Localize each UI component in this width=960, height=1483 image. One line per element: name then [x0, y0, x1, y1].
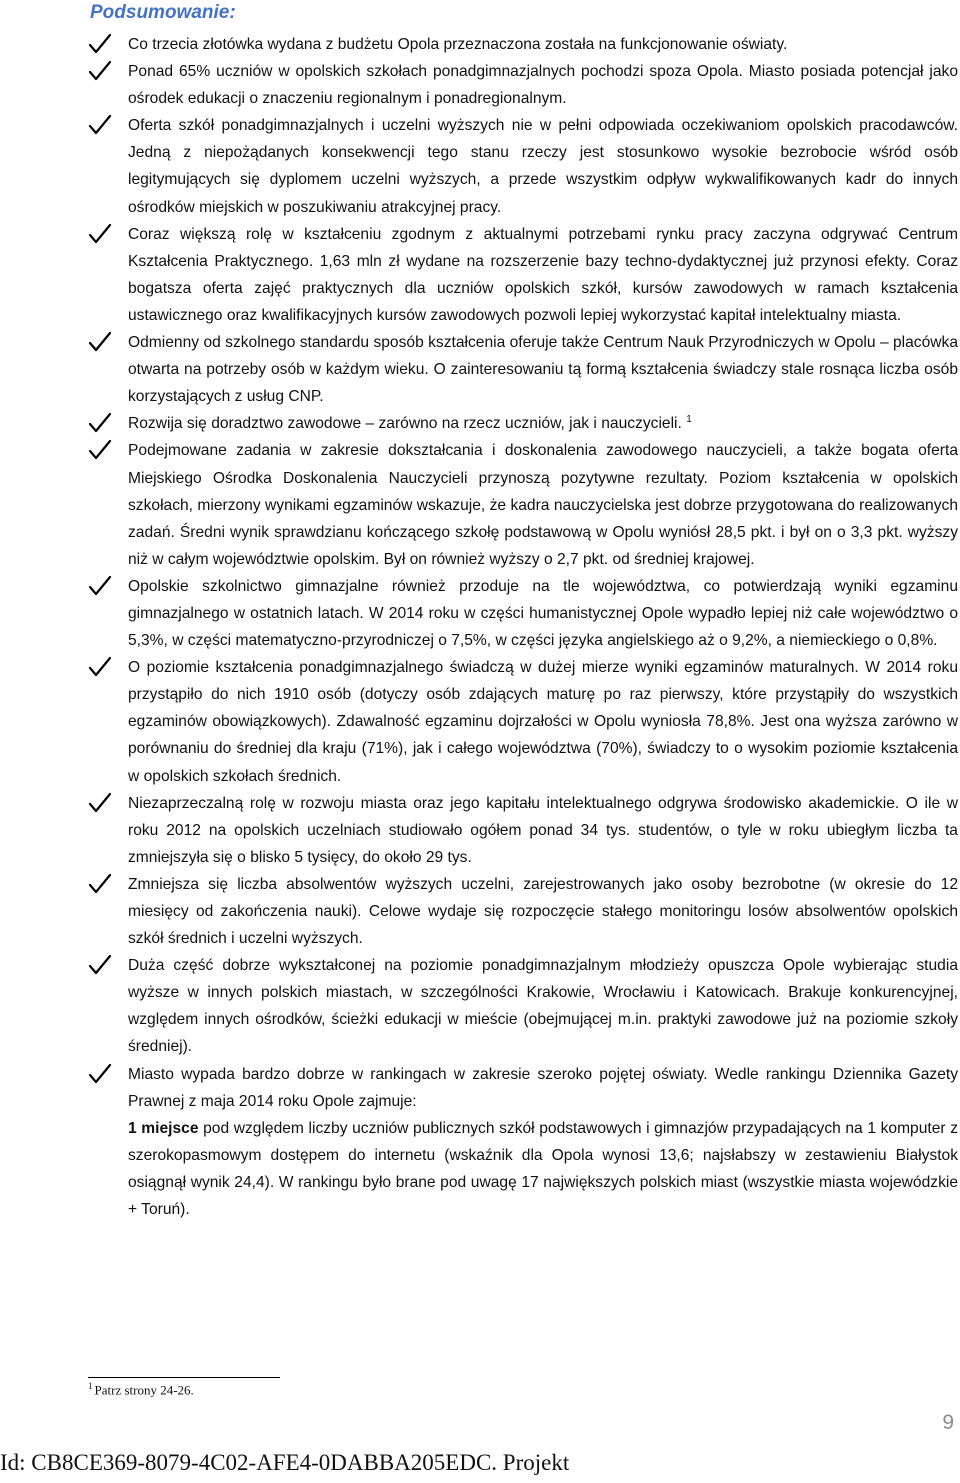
ranking-position: 1 miejsce — [128, 1119, 199, 1137]
checkmark-icon — [88, 575, 112, 597]
checkmark-icon — [88, 114, 112, 136]
summary-item — [88, 952, 958, 1060]
summary-item-text: Odmienny od szkolnego standardu sposób kształcenia oferuje także Centrum Nauk Przyrodniczych w Opolu – placówka otwarta na potrzeby osób w każdym wieku. O zainteresowaniu tą formą kształcenia świadczy stale rosnąca liczba osób korzystających z usług CNP. — [128, 334, 958, 406]
summary-item — [88, 221, 958, 329]
checkmark-icon — [88, 33, 112, 55]
footnote-text: Patrz strony 24-26. — [94, 1382, 194, 1398]
checkmark-icon — [88, 656, 112, 678]
summary-item-text: Oferta szkół ponadgimnazjalnych i uczelni wyższych nie w pełni odpowiada oczekiwaniom opolskich pracodawców. Jedną z niepożądanych konsekwencji tego stanu rzeczy jest stosunkowo wysokie bezrobocie wśród osób legitymujących się dyplomem uczelni wyższych, a przede wszystkim odpływ wykwalifikowanych kadr do innych ośrodków miejskich w poszukiwaniu atrakcyjnej pracy. — [128, 117, 958, 216]
summary-item-text: Rozwija się doradztwo zawodowe – zarówno na rzecz uczniów, jak i nauczycieli. — [128, 415, 682, 433]
summary-item — [88, 58, 958, 112]
checkmark-icon — [88, 954, 112, 976]
summary-item — [88, 112, 958, 220]
page-number: 9 — [942, 1411, 954, 1434]
ranking-description: pod względem liczby uczniów publicznych szkół podstawowych i gimnazjów przypadających na 1 komputer z szerokopasmowym dostępem do internetu (wskaźnik dla Opola wynosi 13,6; najsłabszy w zestawieniu Białystok osiągnął wynik 24,4). W rankingu było brane pod uwagę 17 największych polskich miast (wszystkie miasta wojewódzkie + Toruń). — [128, 1119, 958, 1219]
checkmark-icon — [88, 439, 112, 461]
checkmark-icon — [88, 792, 112, 814]
summary-item — [88, 410, 958, 437]
footnote — [88, 1381, 194, 1398]
summary-item — [88, 790, 958, 871]
summary-item-text: Ponad 65% uczniów w opolskich szkołach ponadgimnazjalnych pochodzi spoza Opola. Miasto posiada potencjał jako ośrodek edukacji o znaczeniu regionalnym i ponadregionalnym. — [128, 63, 958, 108]
checkmark-icon — [88, 873, 112, 895]
checkmark-icon — [88, 1063, 112, 1085]
summary-item-text: Niezaprzeczalną rolę w rozwoju miasta oraz jego kapitału intelektualnego odgrywa środowisko akademickie. O ile w roku 2012 na opolskich uczelniach studiowało ogółem ponad 34 tys. studentów, o tyle w roku ubiegłym liczba ta zmniejszyła się o blisko 5 tysięcy, do około 29 tys. — [128, 794, 958, 866]
summary-item-text: O poziomie kształcenia ponadgimnazjalnego świadczą w dużej mierze wyniki egzaminów maturalnych. W 2014 roku przystąpiło do nich 1910 osób (dotyczy osób zdających maturę po raz pierwszy, które przystąpiły do wszystkich egzaminów obowiązkowych). Zdawalność egzaminu dojrzałości w Opolu wyniosła 78,8%. Jest ona wyższa zarówno w porównaniu do średniej dla kraju (71%), jak i całego województwa (70%), świadczy to o wysokim poziomie kształcenia w opolskich szkołach średnich. — [128, 659, 958, 785]
ranking-paragraph — [128, 1115, 958, 1223]
checkmark-icon — [88, 60, 112, 82]
checkmark-icon — [88, 223, 112, 245]
summary-item — [88, 654, 958, 789]
summary-item — [88, 573, 958, 654]
summary-item-text: Coraz większą rolę w kształceniu zgodnym z aktualnymi potrzebami rynku pracy zaczyna odgrywać Centrum Kształcenia Praktycznego. 1,63 mln zł wydane na rozszerzenie bazy techno-dydaktycznej już przynosi efekty. Coraz bogatsza oferta zajęć praktycznych dla uczniów opolskich szkół, kursów zawodowych w ramach kształcenia ustawicznego oraz kwalifikacyjnych kursów zawodowych pozwoli lepiej wykorzystać kapitał intelektualny miasta. — [128, 225, 958, 324]
summary-item-text: Duża część dobrze wykształconej na poziomie ponadgimnazjalnym młodzieży opuszcza Opole wybierając studia wyższe w innych polskich miastach, w szczególności Krakowie, Wrocławiu i Katowicach. Brakuje konkurencyjnej, względem innych ośrodków, ścieżki edukacji w mieście (obejmującej m.in. praktyki zawodowe już na poziomie szkoły średniej). — [128, 957, 958, 1056]
footnote-reference[interactable]: 1 — [686, 414, 692, 426]
summary-item-text: Co trzecia złotówka wydana z budżetu Opola przeznaczona została na funkcjonowanie oświaty. — [128, 36, 788, 53]
document-id: Id: CB8CE369-8079-4C02-AFE4-0DABBA205EDC. Projekt — [0, 1450, 570, 1475]
summary-item — [88, 871, 958, 952]
section-heading: Podsumowanie: — [90, 2, 236, 23]
summary-item-text: Zmniejsza się liczba absolwentów wyższych uczelni, zarejestrowanych jako osoby bezrobotne (w okresie do 12 miesięcy od zakończenia nauki). Celowe wydaje się rozpoczęcie stałego monitoringu losów absolwentów opolskich szkół średnich i uczelni wyższych. — [128, 875, 958, 948]
checkmark-icon — [88, 412, 112, 434]
summary-item — [88, 1061, 958, 1224]
summary-item — [88, 437, 958, 572]
summary-item-text: Podejmowane zadania w zakresie dokształcania i doskonalenia zawodowego nauczycieli, a także bogata oferta Miejskiego Ośrodka Doskonalenia Nauczycieli przynoszą pozytywne rezultaty. Poziom kształcenia w opolskich szkołach, mierzony wynikami egzaminów wskazuje, że kadra nauczycielska jest dobrze przygotowana do realizowanych zadań. Średni wynik sprawdzianu kończącego szkołę podstawową w Opolu wyniósł 28,5 pkt. i był on o 3,3 pkt. wyższy niż w całym województwie opolskim. Był on również wyższy o 2,7 pkt. od średniej krajowej. — [128, 442, 958, 568]
footnote-divider — [88, 1377, 280, 1378]
summary-item-text: Miasto wypada bardzo dobrze w rankingach w zakresie szeroko pojętej oświaty. Wedle rankingu Dziennika Gazety Prawnej z maja 2014 roku Opole zajmuje: — [128, 1065, 958, 1110]
summary-item-text: Opolskie szkolnictwo gimnazjalne również przoduje na tle województwa, co potwierdzają wyniki egzaminu gimnazjalnego w ostatnich latach. W 2014 roku w części humanistycznej Opole wypadło lepiej niż całe województwo o 5,3%, w części matematyczno-przyrodniczej o 7,5%, w części języka angielskiego aż o 9,2%, a niemieckiego o 0,8%. — [128, 577, 958, 650]
summary-item — [88, 329, 958, 410]
summary-list — [88, 31, 958, 1223]
checkmark-icon — [88, 331, 112, 353]
footnote-mark: 1 — [88, 1381, 93, 1391]
summary-item — [88, 31, 958, 58]
